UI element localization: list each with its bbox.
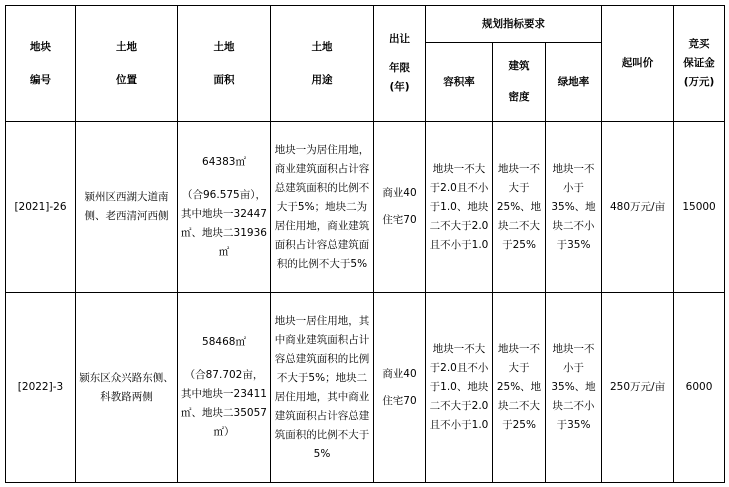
header-location: 土地 位置 [76, 6, 178, 122]
cell-location: 颍州区西湖大道南侧、老西清河西侧 [76, 122, 178, 293]
header-parcel-no: 地块 编号 [6, 6, 76, 122]
cell-price: 250万元/亩 [602, 293, 674, 483]
header-start-price: 起叫价 [602, 6, 674, 122]
cell-area: 58468㎡ （合87.702亩，其中地块一23411㎡、地块二35057㎡） [178, 293, 271, 483]
header-planning: 规划指标要求 [426, 6, 602, 43]
cell-use: 地块一居住用地，其中商业建筑面积占计容总建筑面积的比例不大于5%；地块二居住用地，其中商业建筑面积占计容总建筑面积的比例不大于5% [271, 293, 374, 483]
header-use: 土地 用途 [271, 6, 374, 122]
cell-location: 颍东区众兴路东侧、科教路两侧 [76, 293, 178, 483]
header-density: 建筑 密度 [493, 43, 546, 122]
cell-green: 地块一不小于35%、地块二不小于35% [546, 293, 602, 483]
cell-green: 地块一不小于35%、地块二不小于35% [546, 122, 602, 293]
cell-price: 480万元/亩 [602, 122, 674, 293]
cell-far: 地块一不大于2.0且不小于1.0、地块二不大于2.0且不小于1.0 [426, 122, 493, 293]
cell-area: 64383㎡ （合96.575亩），其中地块一32447㎡、地块二31936㎡ [178, 122, 271, 293]
table-row [6, 122, 725, 293]
cell-far: 地块一不大于2.0且不小于1.0、地块二不大于2.0且不小于1.0 [426, 293, 493, 483]
cell-use: 地块一为居住用地，商业建筑面积占计容总建筑面积的比例不大于5%；地块二为居住用地，商业建筑面积占计容总建筑面积的比例不大于5% [271, 122, 374, 293]
cell-no: [2021]-26 [6, 122, 76, 293]
table-row [6, 293, 725, 483]
land-auction-table [5, 5, 725, 483]
header-area: 土地 面积 [178, 6, 271, 122]
cell-deposit: 15000 [674, 122, 725, 293]
cell-density: 地块一不大于25%、地块二不大于25% [493, 122, 546, 293]
header-far: 容积率 [426, 43, 493, 122]
cell-term: 商业40 住宅70 [374, 293, 426, 483]
header-deposit: 竞买 保证金 (万元) [674, 6, 725, 122]
cell-deposit: 6000 [674, 293, 725, 483]
cell-density: 地块一不大于25%、地块二不大于25% [493, 293, 546, 483]
cell-term: 商业40 住宅70 [374, 122, 426, 293]
cell-no: [2022]-3 [6, 293, 76, 483]
header-green: 绿地率 [546, 43, 602, 122]
header-term: 出让 年限 (年) [374, 6, 426, 122]
